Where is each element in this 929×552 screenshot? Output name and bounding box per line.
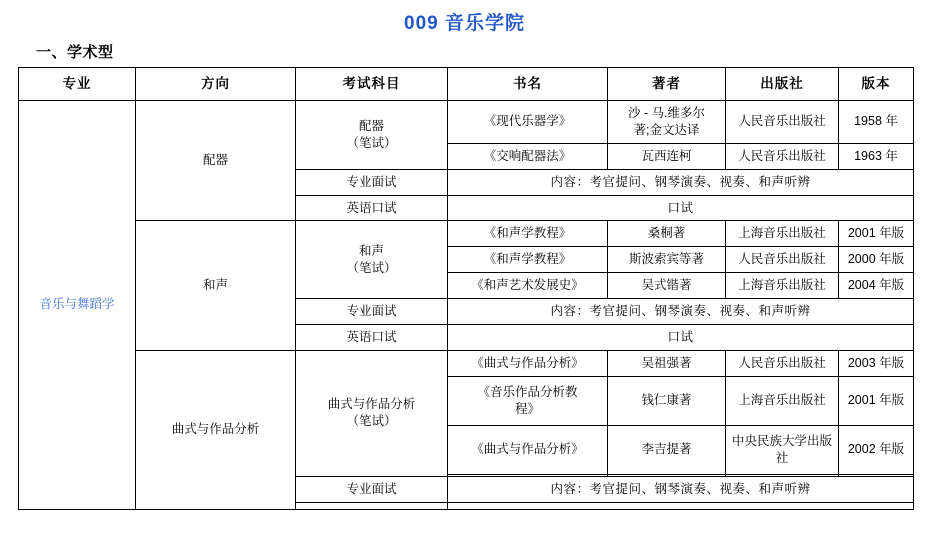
column-header-book-title: 书名	[448, 68, 608, 101]
book-author: 斯波索宾等著	[608, 247, 726, 273]
column-header-author: 著者	[608, 68, 726, 101]
exam-subject-line1: 和声	[358, 243, 384, 258]
exam-subject-cell-1	[296, 101, 448, 170]
exam-subject-oral: 英语口试	[296, 324, 448, 350]
book-publisher: 上海音乐出版社	[726, 221, 839, 247]
book-title: 《曲式与作品分析》	[448, 350, 608, 376]
book-edition: 2000 年版	[839, 247, 914, 273]
book-title-line1: 《音乐作品分析教	[477, 384, 578, 399]
book-title: 《和声学教程》	[448, 247, 608, 273]
oral-content: 口试	[448, 195, 914, 221]
exam-subject-cell-3	[296, 350, 448, 476]
exam-subject-interview: 专业面试	[296, 169, 448, 195]
exam-subject-interview: 专业面试	[296, 476, 448, 502]
book-publisher: 上海音乐出版社	[726, 273, 839, 299]
book-author: 吴祖强著	[608, 350, 726, 376]
table-row	[19, 221, 914, 247]
book-author-line2: 著;金文达译	[633, 122, 700, 137]
column-header-exam-subject: 考试科目	[296, 68, 448, 101]
section-heading: 一、学术型	[36, 44, 114, 61]
book-publisher: 人民音乐出版社	[726, 247, 839, 273]
exam-subject-interview: 专业面试	[296, 299, 448, 325]
book-publisher-line2: 社	[775, 450, 789, 465]
book-title: 《和声艺术发展史》	[448, 273, 608, 299]
exam-subject-oral: 英语口试	[296, 195, 448, 221]
exam-subject-line1: 曲式与作品分析	[327, 397, 416, 412]
book-edition: 2001 年版	[839, 221, 914, 247]
book-author: 桑桐著	[608, 221, 726, 247]
book-publisher: 人民音乐出版社	[726, 350, 839, 376]
direction-cell-1: 配器	[136, 101, 296, 221]
document-page	[0, 8, 929, 552]
table-row	[19, 101, 914, 144]
book-publisher: 人民音乐出版社	[726, 101, 839, 144]
column-header-major: 专业	[19, 68, 136, 101]
book-author: 吴式锴著	[608, 273, 726, 299]
book-title: 《交响配器法》	[448, 143, 608, 169]
book-publisher: 上海音乐出版社	[726, 376, 839, 425]
program-table	[18, 67, 914, 510]
exam-subject-line1: 配器	[358, 118, 384, 133]
book-title-line2: 程》	[514, 401, 540, 416]
book-edition: 1958 年	[839, 101, 914, 144]
book-edition: 2003 年版	[839, 350, 914, 376]
major-cell: 音乐与舞蹈学	[19, 101, 136, 510]
book-publisher-line1: 中央民族大学出版	[731, 433, 832, 448]
book-publisher	[726, 425, 839, 474]
book-title: 《曲式与作品分析》	[448, 425, 608, 474]
book-title: 《现代乐器学》	[448, 101, 608, 144]
book-publisher: 人民音乐出版社	[726, 143, 839, 169]
interview-content: 内容：考官提问、钢琴演奏、视奏、和声听辨	[448, 476, 914, 502]
book-edition: 2002 年版	[839, 425, 914, 474]
column-header-edition: 版本	[839, 68, 914, 101]
direction-cell-3: 曲式与作品分析	[136, 350, 296, 509]
exam-subject-line2: （笔试）	[346, 135, 397, 150]
book-title	[448, 376, 608, 425]
interview-content: 内容：考官提问、钢琴演奏、视奏、和声听辨	[448, 299, 914, 325]
book-edition: 2001 年版	[839, 376, 914, 425]
page-title: 009 音乐学院	[404, 13, 525, 34]
direction-cell-2: 和声	[136, 221, 296, 350]
book-author: 瓦西连柯	[608, 143, 726, 169]
exam-subject-line2: （笔试）	[346, 414, 397, 429]
book-author	[608, 101, 726, 144]
table-row	[19, 350, 914, 376]
column-header-direction: 方向	[136, 68, 296, 101]
book-edition: 2004 年版	[839, 273, 914, 299]
oral-content: 口试	[448, 324, 914, 350]
exam-subject-line2: （笔试）	[346, 260, 397, 275]
exam-subject-cell-2	[296, 221, 448, 299]
book-author: 钱仁康著	[608, 376, 726, 425]
book-author-line1: 沙 - 马.维多尔	[627, 106, 706, 120]
column-header-publisher: 出版社	[726, 68, 839, 101]
table-header-row	[19, 68, 914, 101]
book-author: 李吉提著	[608, 425, 726, 474]
book-title: 《和声学教程》	[448, 221, 608, 247]
interview-content: 内容：考官提问、钢琴演奏、视奏、和声听辨	[448, 169, 914, 195]
book-edition: 1963 年	[839, 143, 914, 169]
